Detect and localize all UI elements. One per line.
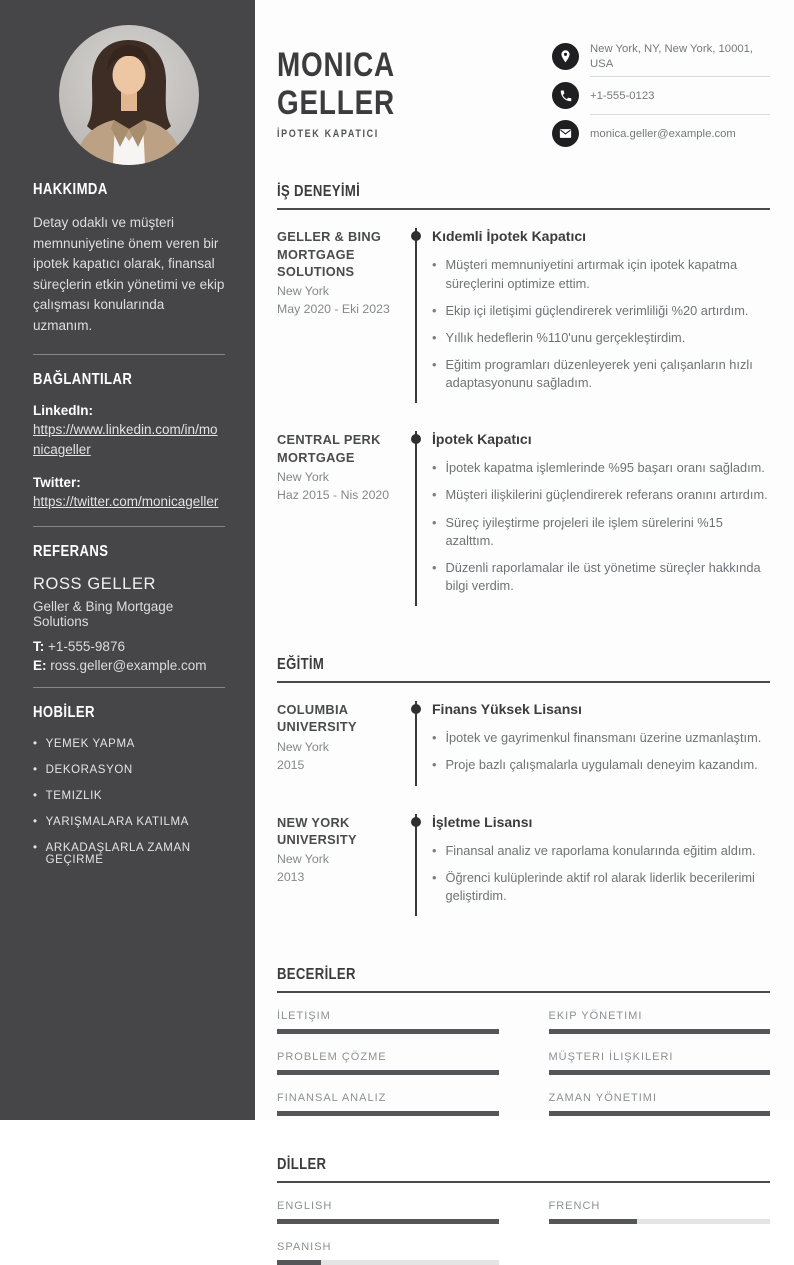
school-location: New York <box>277 739 329 754</box>
entry-meta <box>277 431 415 606</box>
skill-item <box>277 1092 499 1116</box>
profile-photo-illustration <box>59 25 199 165</box>
first-name: MONICA <box>277 46 395 84</box>
achievement-text: Eğitim programları düzenleyerek yeni çalışanların hızlı adaptasyonunu sağladım. <box>445 356 753 391</box>
skill-item <box>549 1092 771 1116</box>
achievement-text: Müşteri memnuniyetini artırmak için ipotek kapatma süreçlerini optimize ettim. <box>445 257 738 291</box>
education-heading: EĞİTİM <box>277 656 325 674</box>
education-bullet <box>432 729 770 747</box>
experience-heading: İŞ DENEYİMİ <box>277 183 361 201</box>
languages-grid <box>277 1200 770 1265</box>
language-item <box>549 1200 771 1224</box>
school-location: New York <box>277 852 329 867</box>
timeline-dot-icon <box>411 231 421 241</box>
section-rule <box>277 1181 770 1183</box>
graduation-year: 2013 <box>277 869 305 884</box>
achievement-text: Ekip içi iletişimi güçlendirerek verimliliği %20 artırdım. <box>445 302 749 318</box>
hobby-item <box>33 842 225 866</box>
bullet-icon: • <box>33 815 38 828</box>
school-name: COLUMBIA UNIVERSITY <box>277 702 357 735</box>
reference-email-label: E: <box>33 657 47 673</box>
skill-bar-track <box>549 1111 771 1116</box>
name-block <box>277 40 421 147</box>
twitter-url[interactable]: https://twitter.com/monicageller <box>33 493 219 509</box>
language-bar-fill <box>277 1219 499 1224</box>
reference-phone-value: +1-555-9876 <box>48 638 125 654</box>
bullet-icon: • <box>33 841 38 854</box>
language-label: ENGLISH <box>277 1200 333 1212</box>
job-title: İPOTEK KAPATICI <box>277 128 379 140</box>
bullet-icon: • <box>33 763 38 776</box>
timeline-dot-icon <box>411 817 421 827</box>
entry-detail <box>415 431 770 606</box>
education-entry <box>277 814 770 916</box>
education-entries <box>277 701 770 916</box>
achievement-bullet <box>432 514 770 550</box>
achievement-text: Süreç iyileştirme projeleri ile işlem sürelerini %15 azalttım. <box>445 514 723 548</box>
linkedin-url[interactable]: https://www.linkedin.com/in/monicageller <box>33 422 218 458</box>
bullet-icon: • <box>432 842 437 858</box>
achievement-bullet <box>432 329 770 347</box>
bullet-icon: • <box>432 869 437 885</box>
contact-block <box>552 40 770 147</box>
achievement-bullet <box>432 302 770 320</box>
language-bar-fill <box>549 1219 638 1224</box>
hobby-item <box>33 738 225 750</box>
bullet-icon: • <box>432 757 437 773</box>
reference-company: Geller & Bing Mortgage Solutions <box>33 598 174 629</box>
email-icon <box>552 120 579 147</box>
reference-email-value: ross.geller@example.com <box>50 657 207 673</box>
company-location: New York <box>277 284 329 299</box>
degree-title: İşletme Lisansı <box>432 813 533 830</box>
hobby-label: ARKADAŞLARLA ZAMAN GEÇIRME <box>45 841 191 866</box>
main-content <box>255 0 794 1253</box>
achievement-bullet <box>432 486 770 504</box>
education-text: Proje bazlı çalışmalarla uygulamalı deneyim kazandım. <box>445 757 758 773</box>
language-bar-track <box>277 1260 499 1265</box>
sidebar-divider <box>33 354 225 355</box>
skill-bar-fill <box>549 1029 771 1034</box>
company-name: CENTRAL PERK MORTGAGE <box>277 432 381 465</box>
bullet-icon: • <box>432 514 437 530</box>
company-location: New York <box>277 469 329 484</box>
section-rule <box>277 681 770 683</box>
profile-photo <box>59 25 199 165</box>
experience-section <box>277 183 770 606</box>
skill-bar-track <box>549 1070 771 1075</box>
reference-phone <box>33 639 225 654</box>
language-item <box>277 1200 499 1224</box>
education-bullet <box>432 756 770 774</box>
entry-detail <box>415 814 770 916</box>
skills-grid <box>277 1010 770 1116</box>
contact-separator <box>590 114 770 115</box>
achievement-text: İpotek kapatma işlemlerinde %95 başarı oranı sağladım. <box>445 460 765 476</box>
linkedin-label: LinkedIn: <box>33 403 93 419</box>
degree-title: Finans Yüksek Lisansı <box>432 701 582 718</box>
reference-phone-label: T: <box>33 638 45 654</box>
graduation-year: 2015 <box>277 757 305 772</box>
skill-label: İLETIŞIM <box>277 1010 331 1022</box>
education-text: Finansal analiz ve raporlama konularında eğitim aldım. <box>445 842 756 858</box>
sidebar <box>0 0 255 1120</box>
language-item <box>277 1241 499 1265</box>
bullet-icon: • <box>432 730 437 746</box>
reference-email <box>33 658 225 673</box>
school-name: NEW YORK UNIVERSITY <box>277 814 357 847</box>
bullet-icon: • <box>432 356 437 372</box>
languages-heading: DİLLER <box>277 1156 327 1173</box>
experience-entry <box>277 431 770 606</box>
bullet-icon: • <box>432 257 437 273</box>
sidebar-divider <box>33 687 225 688</box>
linkedin-link-item <box>33 403 225 461</box>
skill-bar-fill <box>549 1070 771 1075</box>
language-bar-track <box>277 1219 499 1224</box>
hobby-label: YEMEK YAPMA <box>45 737 135 750</box>
education-section <box>277 656 770 916</box>
last-name: GELLER <box>277 84 396 122</box>
languages-section <box>277 1156 770 1265</box>
language-label: FRENCH <box>548 1200 601 1212</box>
contact-separator <box>590 76 770 77</box>
twitter-label: Twitter: <box>33 474 81 490</box>
entry-meta <box>277 701 415 785</box>
achievement-text: Yıllık hedeflerin %110'unu gerçekleştirdim. <box>445 329 686 345</box>
experience-entries <box>277 228 770 606</box>
employment-dates: May 2020 - Eki 2023 <box>277 301 390 316</box>
experience-entry <box>277 228 770 403</box>
skill-label: ZAMAN YÖNETIMI <box>548 1092 658 1104</box>
timeline-dot-icon <box>411 704 421 714</box>
reference-name: ROSS GELLER <box>33 574 157 593</box>
skill-bar-track <box>549 1029 771 1034</box>
bullet-icon: • <box>432 329 437 345</box>
education-bullet <box>432 869 770 905</box>
skill-label: MÜŞTERI İLIŞKILERI <box>548 1051 674 1063</box>
about-text: Detay odaklı ve müşteri memnuniyetine önem veren bir ipotek kapatıcı olarak, finansal süreçlerin etkin yönetimi ve ekip çalışması konularında uzmanım. <box>33 215 225 333</box>
about-heading: HAKKIMDA <box>33 181 108 198</box>
position-title: Kıdemli İpotek Kapatıcı <box>432 228 587 245</box>
employment-dates: Haz 2015 - Nis 2020 <box>277 487 390 502</box>
skill-item <box>277 1010 499 1034</box>
hobby-list <box>33 738 225 866</box>
achievement-bullet <box>432 356 770 392</box>
skill-label: PROBLEM ÇÖZME <box>277 1051 387 1063</box>
hobby-label: TEMIZLIK <box>45 789 103 802</box>
education-bullet <box>432 842 770 860</box>
skills-section <box>277 966 770 1116</box>
contact-email: monica.geller@example.com <box>590 127 736 140</box>
skill-bar-track <box>277 1111 499 1116</box>
sidebar-divider <box>33 526 225 527</box>
skill-item <box>277 1051 499 1075</box>
skill-item <box>549 1051 771 1075</box>
entry-detail <box>415 228 770 403</box>
language-label: SPANISH <box>277 1241 332 1253</box>
bullet-icon: • <box>432 559 437 575</box>
achievement-bullet <box>432 559 770 595</box>
contact-row-email <box>552 120 770 147</box>
bullet-icon: • <box>432 302 437 318</box>
skill-bar-fill <box>277 1029 499 1034</box>
location-pin-icon <box>552 43 579 70</box>
skill-label: EKIP YÖNETIMI <box>548 1010 643 1022</box>
skill-bar-track <box>277 1029 499 1034</box>
bullet-icon: • <box>432 460 437 476</box>
position-title: İpotek Kapatıcı <box>432 431 532 448</box>
phone-icon <box>552 82 579 109</box>
skill-bar-fill <box>277 1070 499 1075</box>
achievement-text: Düzenli raporlamalar ile üst yönetime süreçler hakkında bilgi verdim. <box>445 559 761 594</box>
education-text: İpotek ve gayrimenkul finansmanı üzerine uzmanlaştım. <box>445 730 762 746</box>
skill-bar-track <box>277 1070 499 1075</box>
entry-meta <box>277 228 415 403</box>
entry-detail <box>415 701 770 785</box>
achievement-bullet <box>432 459 770 477</box>
education-text: Öğrenci kulüplerinde aktif rol alarak liderlik becerilerimi geliştirdim. <box>445 869 755 903</box>
section-rule <box>277 208 770 210</box>
hobby-item <box>33 790 225 802</box>
achievement-text: Müşteri ilişkilerini güçlendirerek referans oranını artırdım. <box>445 487 768 503</box>
hobby-item <box>33 816 225 828</box>
education-entry <box>277 701 770 785</box>
hobby-item <box>33 764 225 776</box>
skill-bar-fill <box>549 1111 771 1116</box>
language-bar-track <box>549 1219 771 1224</box>
section-rule <box>277 991 770 993</box>
skill-bar-fill <box>277 1111 499 1116</box>
company-name: GELLER & BING MORTGAGE SOLUTIONS <box>277 229 382 279</box>
achievement-bullet <box>432 256 770 292</box>
twitter-link-item <box>33 475 225 512</box>
language-bar-fill <box>277 1260 321 1265</box>
bullet-icon: • <box>33 789 38 802</box>
skill-item <box>549 1010 771 1034</box>
entry-meta <box>277 814 415 916</box>
bullet-icon: • <box>432 487 437 503</box>
hobby-label: YARIŞMALARA KATILMA <box>45 815 189 828</box>
contact-row-phone <box>552 82 770 109</box>
hobby-label: DEKORASYON <box>45 763 133 776</box>
skills-heading: BECERİLER <box>277 966 356 983</box>
bullet-icon: • <box>33 737 38 750</box>
timeline-dot-icon <box>411 434 421 444</box>
skill-label: FINANSAL ANALIZ <box>277 1092 387 1104</box>
header <box>277 40 770 147</box>
hobbies-heading: HOBİLER <box>33 703 95 721</box>
contact-location: New York, NY, New York, 10001, USA <box>590 43 754 70</box>
contact-phone: +1-555-0123 <box>590 89 655 102</box>
reference-heading: REFERANS <box>33 542 109 560</box>
links-heading: BAĞLANTILAR <box>33 371 133 389</box>
contact-row-location <box>552 42 770 71</box>
